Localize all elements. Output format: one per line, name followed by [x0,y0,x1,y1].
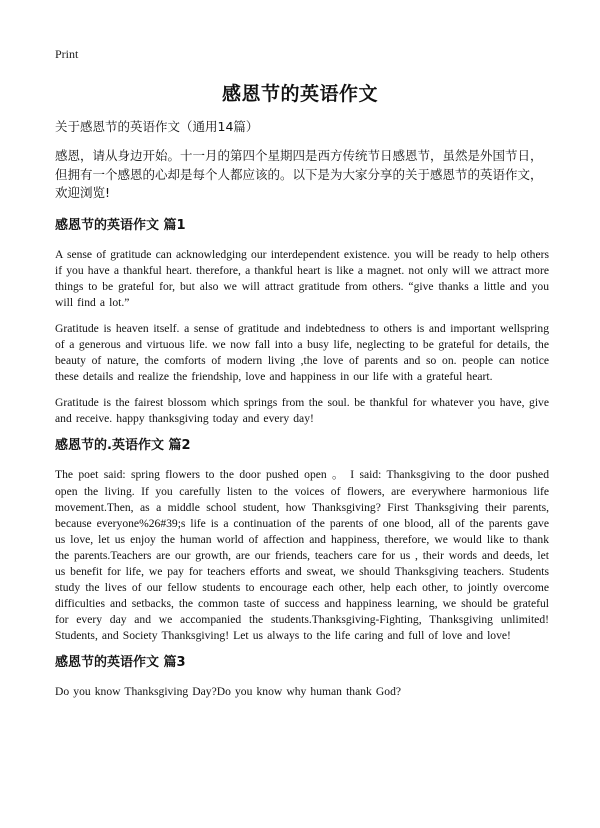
page-title: 感恩节的英语作文 [221,83,378,105]
section-paragraph: The poet said: spring flowers to the door pushed open 。 I said: Thanksgiving to the door pushed open the living. If you carefully listen to the voices of flowers, are everywhere harmonious life movement.Then, as a middle school student, how Thanksgiving? First Thanksgiving their parents, because everyone%26#39;s life is a continuation of the parents of one blood, all of the parents gave us love, let us enjoy the human world of affection and happiness, therefore, we would like to thank the parents.Teachers are our growth, are our friends, teachers care for us , their words and deeds, let us benefit for life, we pay for teachers efforts and sweat, we should Thanksgiving teachers. Students study the lives of our fellow students to encourage each other, help each other, to jointly overcome difficulties and setbacks, the common taste of success and happiness learning, we should be grateful for every day and we accompanied the students.Thanksgiving-Fighting, Thanksgiving unlimited! Students, and Society Thanksgiving! Let us always to the life caring and full of love and love! [55,468,549,643]
section-2 [55,437,549,644]
section-1 [55,217,549,428]
print-link[interactable]: Print [55,47,79,61]
section-3 [55,654,549,700]
section-heading: 感恩节的.英语作文 篇2 [55,438,191,454]
section-paragraph: Gratitude is heaven itself. a sense of gratitude and indebtedness to others is and important wellspring of a generous and virtuous life. we now fall into a busy life, neglecting to be grateful for details, the beauty of nature, the comforts of modern living ,the love of parents and so on. people can notice these details and realize the friendship, love and happiness in our life with a grateful heart. [55,321,549,384]
article-body [55,118,549,711]
section-paragraph: A sense of gratitude can acknowledging our interdependent existence. you will be ready to help others if you have a thankful heart. therefore, a thankful heart is like a magnet. not only will we attract more things to be grateful for, but also we will attract gratitude from others. “give thanks a little and you will find a lot.” [55,247,549,309]
section-heading: 感恩节的英语作文 篇3 [55,655,186,671]
article-subtitle: 关于感恩节的英语作文（通用14篇） [55,119,259,134]
section-paragraph: Gratitude is the fairest blossom which springs from the soul. be thankful for whatever you have, give and receive. happy thanksgiving today and every day! [55,396,549,426]
section-heading: 感恩节的英语作文 篇1 [55,217,186,233]
intro-paragraph: 感恩，请从身边开始。十一月的第四个星期四是西方传统节日感恩节，虽然是外国节日，但拥有一个感恩的心却是每个人都应该的。以下是为大家分享的关于感恩节的英语作文，欢迎浏览! [55,148,543,200]
section-paragraph: Do you know Thanksgiving Day?Do you know why human thank God? [55,685,402,699]
